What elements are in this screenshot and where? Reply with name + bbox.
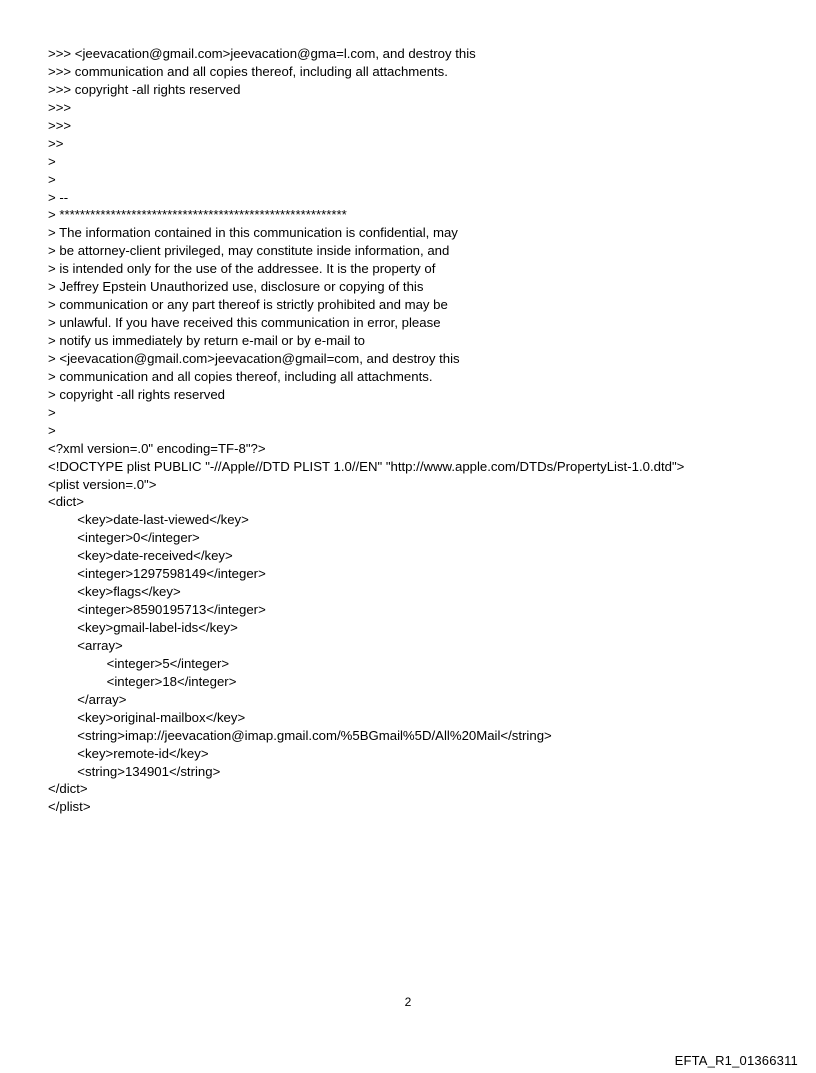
page-number: 2 bbox=[404, 995, 412, 1009]
text-line: >> bbox=[48, 135, 64, 151]
xml-line: <string>134901</string> bbox=[48, 763, 221, 779]
xml-line: <array> bbox=[48, 637, 123, 653]
disclaimer-line: > <jeevacation@gmail.com>jeevacation@gmail=com, and destroy this bbox=[48, 350, 460, 366]
xml-line: <key>date-received</key> bbox=[48, 548, 233, 564]
xml-line: <integer>1297598149</integer> bbox=[48, 566, 266, 582]
disclaimer-line: > copyright -all rights reserved bbox=[48, 386, 226, 402]
disclaimer-line: > unlawful. If you have received this communication in error, please bbox=[48, 315, 441, 331]
xml-line: <integer>0</integer> bbox=[48, 530, 200, 546]
disclaimer-line: > communication or any part thereof is strictly prohibited and may be bbox=[48, 297, 448, 313]
disclaimer-line: > The information contained in this communication is confidential, may bbox=[48, 225, 458, 241]
disclaimer-line: > is intended only for the use of the addressee. It is the property of bbox=[48, 261, 436, 277]
text-line: > -- bbox=[48, 189, 69, 205]
xml-line: </plist> bbox=[48, 799, 91, 815]
xml-line: <?xml version=.0" encoding=TF-8"?> bbox=[48, 440, 266, 456]
text-line: > bbox=[48, 153, 56, 169]
xml-line: <!DOCTYPE plist PUBLIC "-//Apple//DTD PLIST 1.0//EN" "http://www.apple.com/DTDs/PropertyList-1.0.dtd"> bbox=[48, 458, 685, 474]
text-line: > bbox=[48, 422, 56, 438]
xml-line: <plist version=.0"> bbox=[48, 476, 157, 492]
xml-line: <key>original-mailbox</key> bbox=[48, 709, 246, 725]
text-line: >>> bbox=[48, 99, 72, 115]
text-line: >>> copyright -all rights reserved bbox=[48, 81, 241, 97]
disclaimer-line: > communication and all copies thereof, including all attachments. bbox=[48, 368, 433, 384]
asterisk-divider: > ******************************************************** bbox=[48, 207, 347, 223]
xml-line: </dict> bbox=[48, 781, 88, 797]
xml-line: <key>flags</key> bbox=[48, 584, 181, 600]
xml-line: <string>imap://jeevacation@imap.gmail.com/%5BGmail%5D/All%20Mail</string> bbox=[48, 727, 552, 743]
xml-line: <integer>5</integer> bbox=[48, 655, 230, 671]
text-line: >>> communication and all copies thereof, including all attachments. bbox=[48, 63, 448, 79]
xml-line: <key>date-last-viewed</key> bbox=[48, 512, 249, 528]
text-line: > bbox=[48, 171, 56, 187]
xml-line: <integer>18</integer> bbox=[48, 673, 237, 689]
disclaimer-line: > Jeffrey Epstein Unauthorized use, disclosure or copying of this bbox=[48, 279, 424, 295]
text-line: >>> bbox=[48, 117, 72, 133]
disclaimer-line: > be attorney-client privileged, may constitute inside information, and bbox=[48, 243, 450, 259]
disclaimer-line: > notify us immediately by return e-mail or by e-mail to bbox=[48, 333, 365, 348]
xml-line: <key>gmail-label-ids</key> bbox=[48, 620, 238, 635]
document-body bbox=[48, 45, 788, 816]
xml-line: <dict> bbox=[48, 494, 84, 510]
text-line: > bbox=[48, 404, 56, 420]
bates-number: EFTA_R1_01366311 bbox=[674, 1053, 798, 1068]
xml-line: </array> bbox=[48, 691, 127, 707]
xml-line: <key>remote-id</key> bbox=[48, 745, 209, 761]
xml-line: <integer>8590195713</integer> bbox=[48, 602, 266, 618]
text-line: >>> <jeevacation@gmail.com>jeevacation@gma=l.com, and destroy this bbox=[48, 46, 476, 61]
